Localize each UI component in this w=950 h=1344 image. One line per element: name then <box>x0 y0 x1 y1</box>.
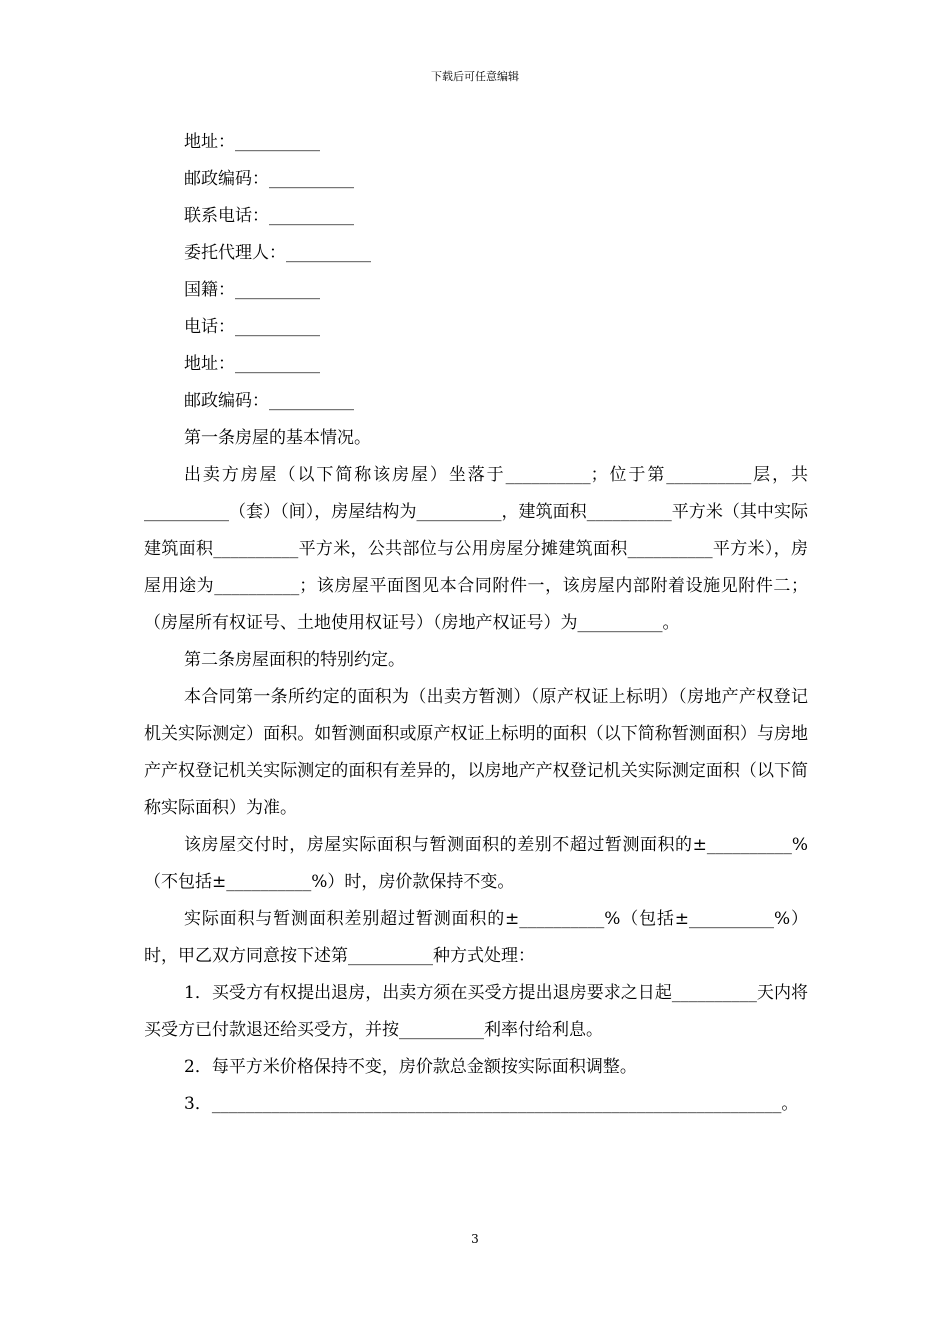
page-number: 3 <box>471 1232 479 1246</box>
field-address: 地址：__________ <box>184 132 320 152</box>
option-3: 3．___________________________________________________________________。 <box>184 1094 799 1114</box>
field-agent: 委托代理人：__________ <box>184 243 371 263</box>
field-agent-address: 地址：__________ <box>184 354 320 374</box>
option-1: 1．买受方有权提出退房，出卖方须在买受方提出退房要求之日起__________天内将买受方已付款退还给买受方，并按__________利率付给利息。 <box>144 983 808 1040</box>
document-body <box>144 124 808 1123</box>
field-postcode: 邮政编码：__________ <box>184 169 354 189</box>
field-agent-phone: 电话：__________ <box>184 317 320 337</box>
area-tolerance-clause: 该房屋交付时，房屋实际面积与暂测面积的差别不超过暂测面积的±__________%（不包括±__________%）时，房价款保持不变。 <box>144 835 808 892</box>
field-agent-postcode: 邮政编码：__________ <box>184 391 354 411</box>
page-header: 下载后可任意编辑 <box>431 70 519 83</box>
article-2-body: 本合同第一条所约定的面积为（出卖方暂测）（原产权证上标明）（房地产产权登记机关实际测定）面积。如暂测面积或原产权证上标明的面积（以下简称暂测面积）与房地产产权登记机关实际测定的面积有差异的，以房地产产权登记机关实际测定面积（以下简称实际面积）为准。 <box>144 687 808 818</box>
article-1-body: 出卖方房屋（以下简称该房屋）坐落于__________；位于第__________层，共__________（套）（间），房屋结构为__________，建筑面积__________平方米（其中实际建筑面积__________平方米，公共部位与公用房屋分摊建筑面积__________平方米），房屋用途为__________；该房屋平面图见本合同附件一，该房屋内部附着设施见附件二；（房屋所有权证号、土地使用权证号）（房地产权证号）为__________。 <box>144 465 808 633</box>
article-1-heading: 第一条房屋的基本情况。 <box>184 428 371 448</box>
field-nationality: 国籍：__________ <box>184 280 320 300</box>
field-phone: 联系电话：__________ <box>184 206 354 226</box>
area-excess-clause: 实际面积与暂测面积差别超过暂测面积的±__________%（包括±__________%）时，甲乙双方同意按下述第__________种方式处理： <box>144 909 808 966</box>
option-2: 2．每平方米价格保持不变，房价款总金额按实际面积调整。 <box>184 1057 637 1077</box>
article-2-heading: 第二条房屋面积的特别约定。 <box>184 650 405 670</box>
